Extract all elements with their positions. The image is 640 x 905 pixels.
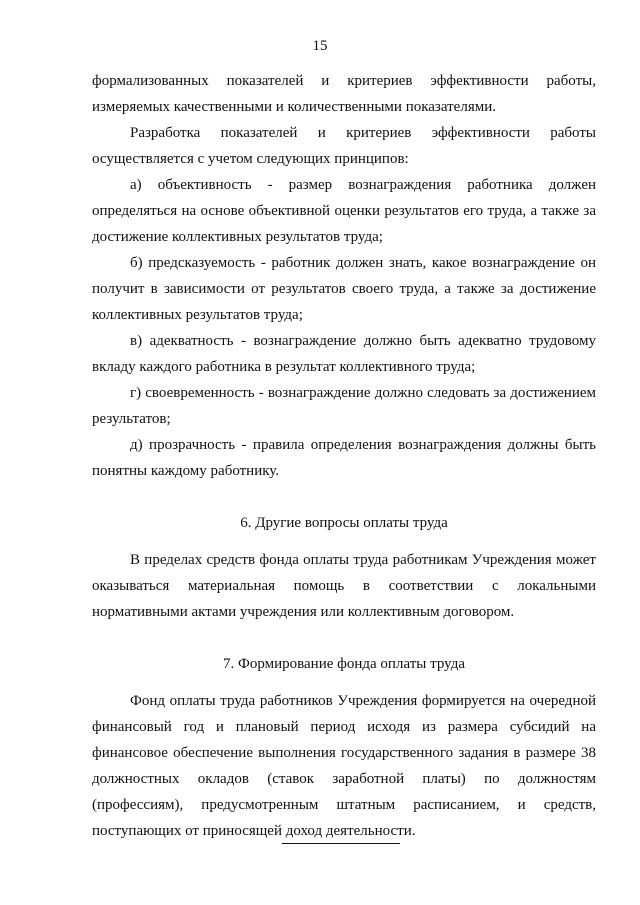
closing-rule [282,843,400,844]
section-7-heading: 7. Формирование фонда оплаты труда [223,656,465,672]
section-7-paragraph: Фонд оплаты труда работников Учреждения формируется на очередной финансовый год и плановый период исходя из размера субсидий на финансовое обеспечение выполнения государственного задания в размере 38 должностных окладов (ставок заработной платы) по должностям (профессиям), предусмотренным штатным расписанием, и средств, поступающих от приносящей доход деятельности. [92,693,596,839]
list-item-predictability: б) предсказуемость - работник должен знать, какое вознаграждение он получит в зависимости от результатов своего труда, а также за достижение коллективных результатов труда; [92,255,596,323]
paragraph-continuation: формализованных показателей и критериев эффективности работы, измеряемых качественными и количественными показателями. [92,73,596,115]
section-6-heading: 6. Другие вопросы оплаты труда [240,515,448,531]
section-6-paragraph: В пределах средств фонда оплаты труда работникам Учреждения может оказываться материальная помощь в соответствии с локальными нормативными актами учреждения или коллективным договором. [92,552,596,620]
list-item-transparency: д) прозрачность - правила определения вознаграждения должны быть понятны каждому работнику. [92,437,596,479]
paragraph-principles-intro: Разработка показателей и критериев эффективности работы осуществляется с учетом следующих принципов: [92,125,596,167]
document-body [92,68,596,844]
list-item-objectivity: а) объективность - размер вознаграждения работника должен определяться на основе объективной оценки результатов его труда, а также за достижение коллективных результатов труда; [92,177,596,245]
list-item-timeliness: г) своевременность - вознаграждение должно следовать за достижением результатов; [92,385,596,427]
page-number: 15 [312,38,328,54]
list-item-adequacy: в) адекватность - вознаграждение должно быть адекватно трудовому вкладу каждого работника в результат коллективного труда; [92,333,596,375]
